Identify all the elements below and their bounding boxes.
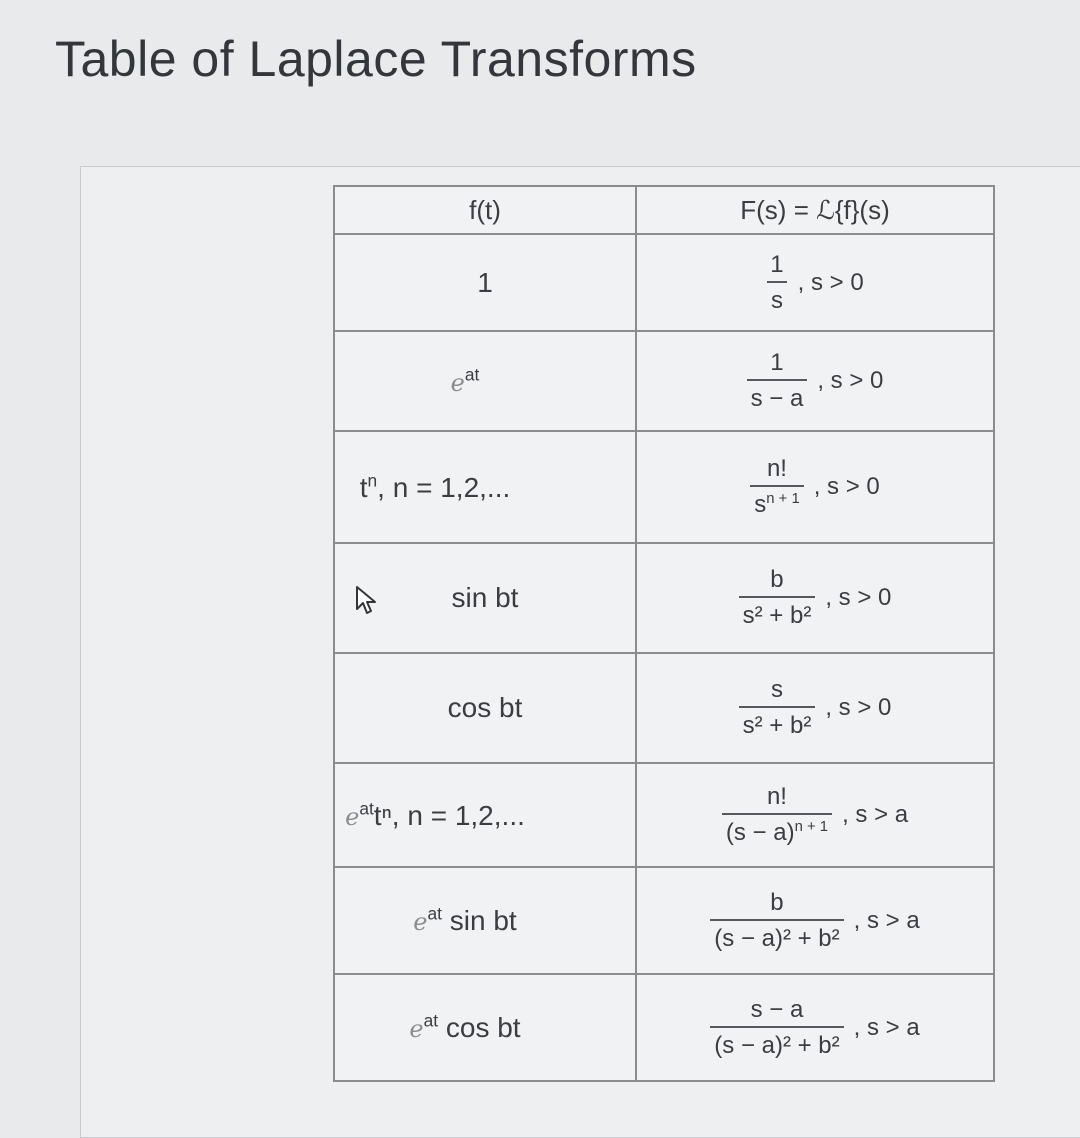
f-cell bbox=[334, 234, 636, 331]
exponent: at bbox=[464, 364, 480, 385]
F-cell bbox=[636, 331, 994, 431]
F-cell bbox=[636, 431, 994, 543]
f-text: tⁿ, n = 1,2,... bbox=[373, 799, 525, 831]
condition: , s > 0 bbox=[817, 367, 884, 394]
table-row bbox=[334, 431, 994, 543]
exponent: at bbox=[359, 798, 374, 819]
exponent: n bbox=[367, 470, 378, 491]
fraction bbox=[747, 349, 808, 413]
denominator: s² + b² bbox=[739, 706, 816, 740]
table-row bbox=[334, 763, 994, 867]
denominator: s − a bbox=[747, 379, 808, 413]
f-text: sin bt bbox=[441, 905, 517, 937]
numerator: s − a bbox=[750, 995, 804, 1023]
denominator: (s − a)² + b² bbox=[710, 1026, 843, 1060]
F-cell bbox=[636, 867, 994, 974]
f-cell bbox=[334, 653, 636, 763]
condition: , s > 0 bbox=[813, 473, 880, 500]
header-F-of-s: F(s) = ℒ{f}(s) bbox=[636, 186, 994, 234]
condition: , s > 0 bbox=[825, 584, 892, 611]
numerator: b bbox=[770, 566, 784, 593]
numerator: b bbox=[770, 888, 784, 916]
numerator: s bbox=[770, 676, 783, 703]
table-header-row bbox=[334, 186, 994, 234]
denominator: $(s - a)^{n + 1}$ bbox=[722, 813, 832, 847]
table-row bbox=[334, 867, 994, 974]
f-text: cos bt bbox=[447, 692, 523, 723]
exponent: at bbox=[423, 1010, 439, 1031]
F-cell bbox=[636, 543, 994, 653]
f-cell bbox=[334, 974, 636, 1081]
fraction bbox=[766, 251, 787, 315]
condition: , s > 0 bbox=[825, 694, 892, 721]
exp-e: e bbox=[409, 1015, 424, 1044]
fraction bbox=[710, 996, 843, 1060]
F-cell bbox=[636, 763, 994, 867]
table-row bbox=[334, 331, 994, 431]
fraction bbox=[722, 783, 832, 847]
F-cell bbox=[636, 974, 994, 1081]
table-row bbox=[334, 543, 994, 653]
condition: , s > a bbox=[853, 1013, 920, 1041]
table-row bbox=[334, 653, 994, 763]
numerator: n! bbox=[766, 455, 787, 482]
condition: , s > 0 bbox=[797, 268, 864, 296]
table-row bbox=[334, 234, 994, 331]
f-text: cos bt bbox=[438, 1012, 521, 1044]
table-row bbox=[334, 974, 994, 1081]
exp-e: e bbox=[450, 368, 465, 397]
denominator-exponent: n + 1 bbox=[794, 819, 829, 835]
f-cell bbox=[334, 431, 636, 543]
fraction bbox=[710, 889, 843, 953]
numerator: 1 bbox=[770, 349, 784, 376]
F-cell bbox=[636, 234, 994, 331]
denominator: s bbox=[767, 281, 787, 315]
denominator-exponent: n + 1 bbox=[766, 491, 800, 507]
t-base: t bbox=[359, 471, 368, 503]
f-text: sin bt bbox=[451, 582, 519, 613]
f-cell bbox=[334, 543, 636, 653]
f-cell bbox=[334, 867, 636, 974]
condition: , s > a bbox=[853, 906, 920, 934]
laplace-transforms-table bbox=[333, 185, 995, 1082]
mouse-pointer-icon bbox=[355, 585, 379, 617]
exp-e: e bbox=[345, 802, 360, 831]
header-f-of-t: f(t) bbox=[334, 186, 636, 234]
condition: , s > a bbox=[842, 801, 909, 828]
fraction bbox=[739, 566, 816, 630]
f-text: 1 bbox=[477, 266, 493, 298]
page-title: Table of Laplace Transforms bbox=[55, 31, 697, 87]
F-cell bbox=[636, 653, 994, 763]
denominator: $s^{n + 1}$ bbox=[750, 485, 804, 519]
fraction bbox=[750, 455, 804, 519]
f-cell bbox=[334, 331, 636, 431]
f-cell bbox=[334, 763, 636, 867]
denominator: s² + b² bbox=[739, 596, 816, 630]
f-text: , n = 1,2,... bbox=[377, 471, 511, 503]
fraction bbox=[739, 676, 816, 740]
exponent: at bbox=[427, 903, 442, 924]
exp-e: e bbox=[413, 908, 428, 937]
denominator: (s − a)² + b² bbox=[710, 919, 843, 953]
numerator: 1 bbox=[770, 250, 784, 278]
numerator: n! bbox=[766, 783, 787, 810]
